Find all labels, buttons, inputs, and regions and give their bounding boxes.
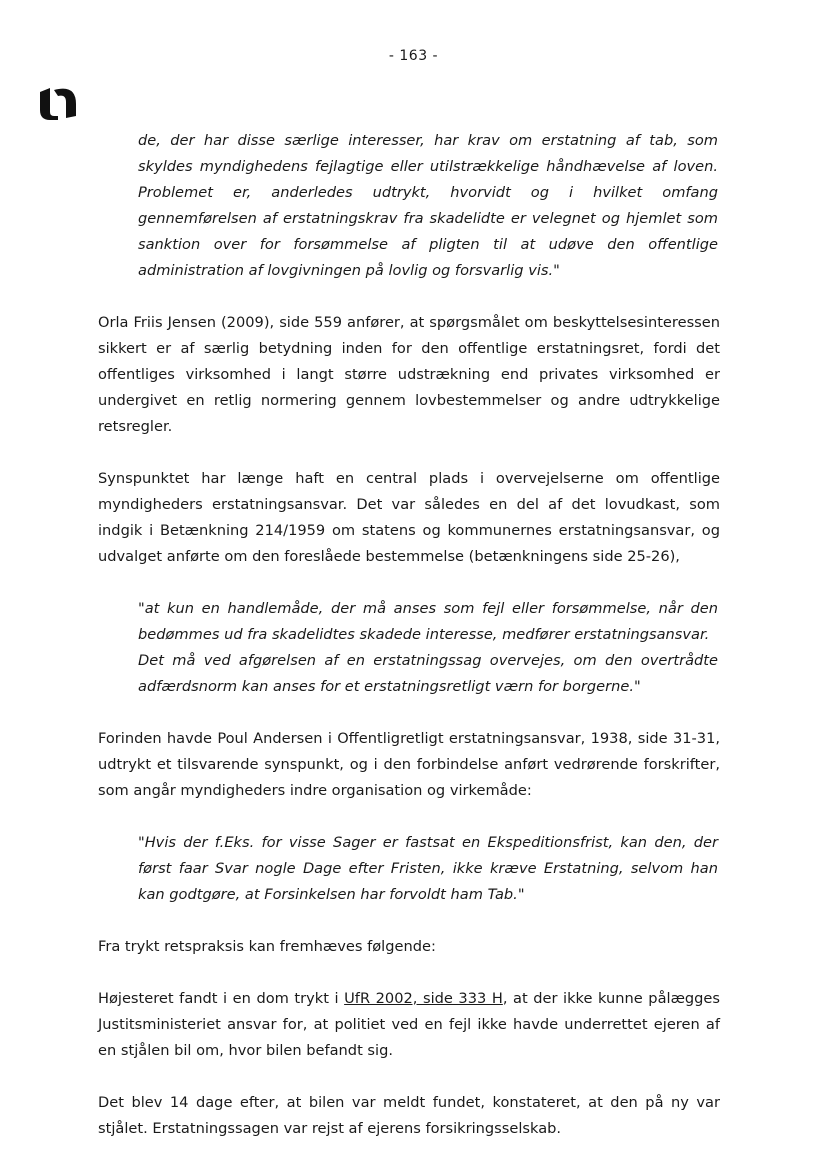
page-number: - 163 - <box>388 48 439 64</box>
case-reference-link[interactable]: UfR 2002, side 333 H <box>344 990 503 1007</box>
block-quote-3: "Hvis der f.Eks. for visse Sager er fastsat en Ekspeditionsfrist, kan den, der først faar Svar nogle Dage efter Fristen, ikke kræve Erstatning, selvom han kan godtgøre, at Forsinkelsen har forvoldt ham Tab." <box>138 834 718 903</box>
paragraph-3: Forinden havde Poul Andersen i Offentligretligt erstatningsansvar, 1938, side 31-31, udtrykt et tilsvarende synspunkt, og i den forbindelse anført vedrørende forskrifter, som angår myndigheders indre organisation og virkemåde: <box>98 730 720 799</box>
paragraph-2: Synspunktet har længe haft en central plads i overvejelserne om offentlige myndigheders erstatningsansvar. Det var således en del af det lovudkast, som indgik i Betænkning 214/1959 om statens og kommunernes erstatningsansvar, og udvalget anførte om den foreslåede bestemmelse (betænkningens side 25-26), <box>98 470 720 565</box>
paragraph-4: Fra trykt retspraksis kan fremhæves følgende: <box>98 938 436 955</box>
block-quote-2a: "at kun en handlemåde, der må anses som fejl eller forsømmelse, når den bedømmes ud fra skadelidtes skadede interesse, medfører erstatningsansvar. <box>138 600 718 643</box>
paragraph-6: Det blev 14 dage efter, at bilen var meldt fundet, konstateret, at den på ny var stjålet. Erstatningssagen var rejst af ejerens forsikringsselskab. <box>98 1094 720 1137</box>
block-quote-2b: Det må ved afgørelsen af en erstatningssag overvejes, om den overtrådte adfærdsnorm kan anses for et erstatningsretligt værn for borgerne." <box>138 652 718 695</box>
block-quote-1: de, der har disse særlige interesser, har krav om erstatning af tab, som skyldes myndighedens fejlagtige eller utilstrækkelige håndhævelse af loven. Problemet er, anderledes udtrykt, hvorvidt og i hvilket omfang gennemførelsen af erstatningskrav fra skadelidte er velegnet og hjemlet som sanktion over for forsømmelse af pligten til at udøve den offentlige administration af lovgivningen på lovlig og forsvarlig vis." <box>138 132 718 279</box>
paragraph-5-text-after: , at der ikke kunne pålægges Justitsministeriet ansvar for, at politiet ved en fejl ikke havde underrettet ejeren af en stjålen bil om, hvor bilen befandt sig. <box>98 990 721 1059</box>
paragraph-1: Orla Friis Jensen (2009), side 559 anfører, at spørgsmålet om beskyttelsesinteressen sikkert er af særlig betydning inden for den offentlige erstatningsret, fordi det offentliges virksomhed i langt større udstrækning end privates virksomhed er undergivet en retlig normering gennem lovbestemmelser og andre udtrykkelige retsregler. <box>98 314 720 435</box>
publisher-logo-icon <box>36 82 80 122</box>
document-body <box>98 128 720 1142</box>
paragraph-5-text-before: Højesteret fandt i en dom trykt i <box>98 990 345 1007</box>
paragraph-5 <box>98 986 720 1064</box>
